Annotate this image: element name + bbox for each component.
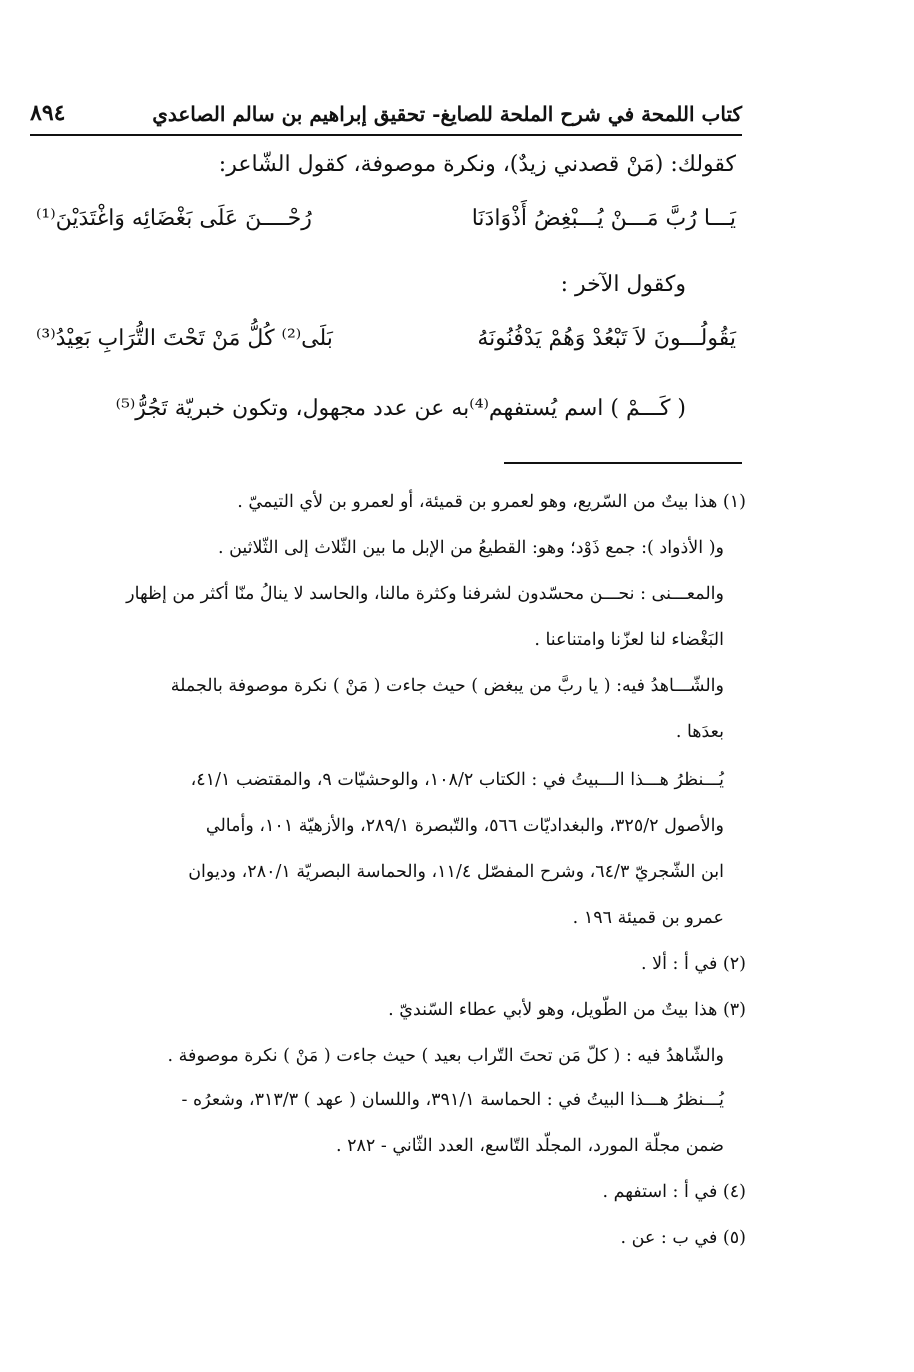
main-line-1: كقولك: (مَنْ قصدني زيدٌ)، ونكرة موصوفة، كقول الشّاعر: [218, 152, 736, 177]
footnote-line: ضمن مجلّة المورد، المجلّد التّاسع، العدد الثّاني - ٢٨٢ . [335, 1136, 724, 1156]
verse-2 [36, 326, 736, 372]
footnote-line: والمعـــنى : نحـــن محسّدون لشرفنا وكثرة مالنا، والحاسد لا ينالُ منّا أكثر من إظهار [126, 584, 724, 604]
page-number: ٨٩٤ [30, 100, 66, 126]
verse-1 [36, 206, 736, 252]
footnote-rule [504, 462, 742, 464]
footnote-line: عمرو بن قميئة ١٩٦ . [572, 908, 724, 928]
footnote-line: و( الأذواد ): جمع ذَوْد؛ وهو: القطيعُ من الإبل ما بين الثّلاث إلى الثّلاثين . [217, 538, 724, 558]
footnote-line: ابن الشّجريّ ٦٤/٣، وشرح المفصّل ١١/٤، والحماسة البصريّة ٢٨٠/١، وديوان [188, 862, 724, 882]
footnote-line: والأصول ٣٢٥/٢، والبغداديّات ٥٦٦، والتّبصرة ٢٨٩/١، والأزهيّة ١٠١، وأمالي [205, 816, 724, 836]
footnote-line: يُـــنظرُ هـــذا الـــبيتُ في : الكتاب ١٠٨/٢، والوحشيّات ٩، والمقتضب ٤١/١، [190, 770, 724, 790]
verse-2-first-hemistich: يَقُولُـــونَ لاَ تَبْعُدْ وَهُمْ يَدْفُنُونَهُ [477, 326, 736, 351]
header-title: كتاب اللمحة في شرح الملحة للصايغ- تحقيق إبراهيم بن سالم الصاعدي [152, 102, 742, 126]
footnote-line: بعدَها . [675, 722, 724, 742]
footnote-line: يُـــنظرُ هـــذا البيتُ في : الحماسة ٣٩١/١، واللسان ( عهد ) ٣١٣/٣، وشعرُه - [181, 1090, 724, 1110]
footnote-line: والشّـــاهدُ فيه: ( يا ربَّ من يبغض ) حيث جاءت ( مَنْ ) نكرة موصوفة بالجملة [170, 676, 724, 696]
main-line-3: ( كَـــمْ ) اسم يُستفهم⁽⁴⁾به عن عدد مجهول، وتكون خبريّة تَجُرُّ⁽⁵⁾ [115, 396, 686, 421]
footnote-line: والشّاهدُ فيه : ( كلّ مَن تحتَ التّراب بعيد ) حيث جاءت ( مَنْ ) نكرة موصوفة . [167, 1046, 724, 1066]
header-rule [30, 134, 742, 136]
footnote-1: (١) هذا بيتٌ من السّريع، وهو لعمرو بن قميئة، أو لعمرو بن لأي التيميّ . [237, 492, 746, 512]
verse-2-second-hemistich: بَلَى⁽²⁾ كُلُّ مَنْ تَحْتَ التُّرَابِ بَعِيْدُ⁽³⁾ [36, 326, 333, 351]
verse-1-first-hemistich: يَـــا رُبَّ مَـــنْ يُـــبْغِضُ أَذْوَادَنَا [471, 206, 736, 231]
footnote-4: (٤) في أ : استفهم . [602, 1182, 746, 1202]
footnote-3: (٣) هذا بيتٌ من الطّويل، وهو لأبي عطاء السّنديّ . [388, 1000, 746, 1020]
verse-1-second-hemistich: رُحْــــنَ عَلَى بَغْضَائِه وَاغْتَدَيْنَ⁽¹⁾ [36, 206, 312, 231]
running-header [30, 98, 742, 134]
main-line-2: وكقول الآخر : [560, 272, 686, 297]
footnote-line: البَغْضاء لنا لعزّنا وامتناعنا . [534, 630, 724, 650]
footnote-5: (٥) في ب : عن . [620, 1228, 746, 1248]
footnote-2: (٢) في أ : ألا . [641, 954, 746, 974]
